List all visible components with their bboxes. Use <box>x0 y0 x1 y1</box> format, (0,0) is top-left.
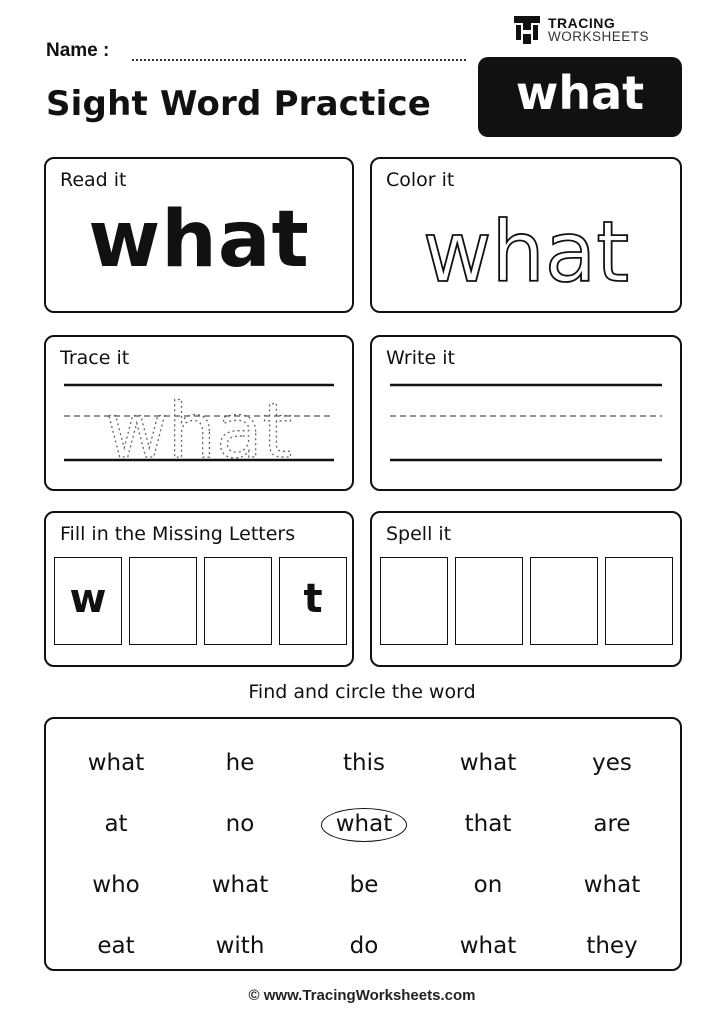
trace-it-label: Trace it <box>60 347 130 369</box>
name-label: Name : <box>46 40 110 61</box>
spell-it-label: Spell it <box>386 523 452 545</box>
find-circle-label: Find and circle the word <box>248 681 476 703</box>
grid-word[interactable]: this <box>343 749 385 776</box>
write-it-lines[interactable] <box>372 337 680 489</box>
color-it-box[interactable] <box>370 157 682 313</box>
grid-word[interactable]: what <box>211 871 269 898</box>
read-it-label: Read it <box>60 169 127 191</box>
spell-cell[interactable] <box>380 557 448 645</box>
fill-missing-letters-label: Fill in the Missing Letters <box>60 523 296 545</box>
read-it-box <box>44 157 354 313</box>
trace-it-box[interactable] <box>44 335 354 491</box>
logo-line-2: WORKSHEETS <box>548 29 650 44</box>
letter-cell[interactable] <box>204 557 272 645</box>
name-field <box>46 40 109 62</box>
grid-word[interactable]: are <box>593 810 631 837</box>
letter-cell[interactable]: t <box>279 557 347 645</box>
grid-word[interactable]: what <box>459 749 517 776</box>
sight-word-badge: what <box>478 57 682 137</box>
grid-word[interactable]: what <box>87 749 145 776</box>
grid-word[interactable]: no <box>225 810 255 837</box>
color-it-word: what <box>422 203 630 301</box>
name-write-line[interactable] <box>132 59 466 61</box>
grid-word[interactable]: that <box>464 810 512 837</box>
tracing-worksheets-logo-icon <box>512 14 542 46</box>
grid-word[interactable]: they <box>586 932 638 959</box>
grid-word[interactable]: at <box>104 810 128 837</box>
brand-logo <box>512 12 672 48</box>
grid-word[interactable]: what <box>459 932 517 959</box>
trace-it-word: what <box>105 386 293 475</box>
color-it-outline-word[interactable] <box>372 159 680 311</box>
logo-line-1: TRACING <box>548 15 616 31</box>
fill-missing-letters-box <box>44 511 354 667</box>
page-title: Sight Word Practice <box>46 84 432 124</box>
spell-cell[interactable] <box>530 557 598 645</box>
read-it-word: what <box>88 195 310 285</box>
grid-word[interactable]: be <box>349 871 379 898</box>
color-it-label: Color it <box>386 169 455 191</box>
spell-cell[interactable] <box>455 557 523 645</box>
spell-cell[interactable] <box>605 557 673 645</box>
write-it-box[interactable] <box>370 335 682 491</box>
grid-word[interactable]: with <box>215 932 265 959</box>
letter-cell[interactable] <box>129 557 197 645</box>
word-search-grid <box>44 717 682 971</box>
grid-word[interactable]: he <box>225 749 255 776</box>
grid-word[interactable]: do <box>349 932 379 959</box>
grid-word-circled-example[interactable]: what <box>302 794 426 855</box>
trace-it-lines[interactable] <box>46 337 352 489</box>
footer-copyright: © www.TracingWorksheets.com <box>248 987 476 1004</box>
grid-word[interactable]: eat <box>97 932 135 959</box>
grid-word[interactable]: who <box>92 871 140 898</box>
letter-cell[interactable]: w <box>54 557 122 645</box>
grid-word[interactable]: what <box>583 871 641 898</box>
write-it-label: Write it <box>386 347 455 369</box>
grid-word[interactable]: on <box>473 871 503 898</box>
spell-it-box <box>370 511 682 667</box>
grid-word[interactable]: yes <box>592 749 632 776</box>
